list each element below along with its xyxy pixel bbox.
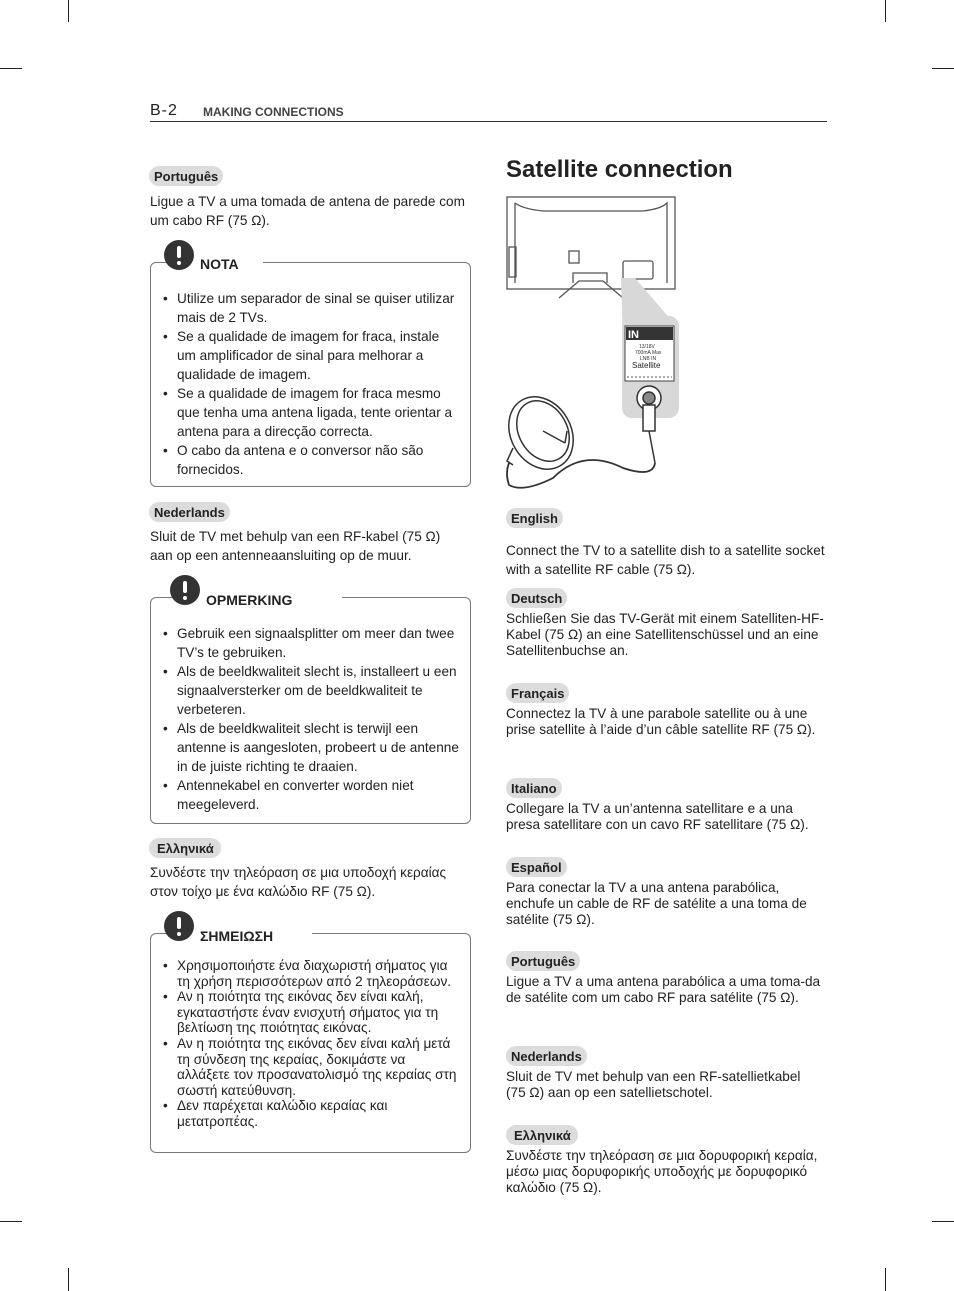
paragraph-nl: Sluit de TV met behulp van een RF-kabel (75 Ω) aan op een antenneaansluiting op de muur. xyxy=(150,529,441,563)
header-rule xyxy=(150,121,827,122)
paragraph-de: Schließen Sie das TV-Gerät mit einem Satelliten-HF-Kabel (75 Ω) an eine Satellitenschüssel und an eine Satellitenbuchse an. xyxy=(506,611,824,658)
paragraph-it: Collegare la TV a un’antenna satellitare e a una presa satellitare con un cavo RF satellitare (75 Ω). xyxy=(506,801,809,832)
exclamation-icon xyxy=(170,575,200,605)
note-item: • Utilize um separador de sinal se quiser utilizar mais de 2 TVs. xyxy=(163,289,459,327)
paragraph-fr: Connectez la TV à une parabole satellite ou à une prise satellite à l’aide d’un câble satellite RF (75 Ω). xyxy=(506,706,816,737)
note-item: • Se a qualidade de imagem for fraca, instale um amplificador de sinal para melhorar a qualidade de imagem. xyxy=(163,327,459,384)
note-list-el xyxy=(163,958,459,1130)
language-tag-it: Italiano xyxy=(506,778,562,798)
exclamation-icon xyxy=(164,911,194,941)
language-tag-fr: Français xyxy=(506,683,569,703)
tv-back-illustration xyxy=(507,197,675,298)
paragraph-pt: Ligue a TV a uma tomada de antena de parede com um cabo RF (75 Ω). xyxy=(150,194,465,228)
exclamation-icon xyxy=(164,240,194,270)
port-spec: 700mA Max xyxy=(635,350,662,356)
page-title: Satellite connection xyxy=(506,156,733,183)
note-item: • Se a qualidade de imagem for fraca mesmo que tenha uma antena ligada, tente orientar a antena para a direcção correcta. xyxy=(163,384,459,441)
crop-mark xyxy=(932,1221,954,1222)
page-number: B-2 xyxy=(150,102,178,119)
note-item: • Antennekabel en converter worden niet meegeleverd. xyxy=(163,776,459,814)
note-item: • O cabo da antena e o conversor não são fornecidos. xyxy=(163,441,459,479)
language-tag-es: Español xyxy=(506,857,567,877)
note-list-nl xyxy=(163,624,459,814)
note-item: • Δεν παρέχεται καλώδιο κεραίας και μετατροπέας. xyxy=(163,1098,459,1129)
paragraph-nl-right: Sluit de TV met behulp van een RF-satellietkabel (75 Ω) aan op een satellietschotel. xyxy=(506,1069,801,1100)
note-item: • Gebruik een signaalsplitter om meer dan twee TV’s te gebruiken. xyxy=(163,624,459,662)
rf-connector xyxy=(637,386,661,463)
satellite-dish-illustration xyxy=(503,385,586,481)
note-list-pt xyxy=(163,289,459,479)
crop-mark xyxy=(0,68,22,69)
note-title-pt: NOTA xyxy=(196,256,243,272)
paragraph-el-right: Συνδέστε την τηλεόραση σε μια δορυφορική κεραία, μέσω μιας δορυφορικής υποδοχής με δορυφορικό καλώδιο (75 Ω). xyxy=(506,1148,818,1195)
port-label: IN xyxy=(628,329,639,341)
crop-mark xyxy=(885,1268,886,1291)
satellite-connection-diagram xyxy=(503,193,683,493)
note-item: • Als de beeldkwaliteit slecht is, installeert u een signaalversterker om de beeldkwaliteit te verbeteren. xyxy=(163,662,459,719)
language-tag-de: Deutsch xyxy=(506,588,567,608)
note-item: • Χρησιμοποιήστε ένα διαχωριστή σήματος για τη χρήση περισσότερων από 2 τηλεοράσεων. xyxy=(163,958,459,989)
language-tag-nl-right: Nederlands xyxy=(506,1046,587,1066)
crop-mark xyxy=(68,1268,69,1291)
language-tag-el-right: Ελληνικά xyxy=(506,1125,578,1145)
note-title-el: ΣΗΜΕΙΩΣΗ xyxy=(196,928,277,944)
language-tag-pt-right: Português xyxy=(506,951,580,971)
section-header: MAKING CONNECTIONS xyxy=(203,105,344,119)
language-tag-pt: Português xyxy=(149,166,223,186)
crop-mark xyxy=(932,68,954,69)
language-tag-el: Ελληνικά xyxy=(149,838,221,858)
note-title-nl: OPMERKING xyxy=(202,592,296,608)
crop-mark xyxy=(68,0,69,22)
note-item: • Αν η ποιότητα της εικόνας δεν είναι καλή μετά τη σύνδεση της κεραίας, δοκιμάστε να αλλάξετε τον προσανατολισμό της κεραίας στη σωστή κατεύθυνση. xyxy=(163,1036,459,1098)
paragraph-en: Connect the TV to a satellite dish to a satellite socket with a satellite RF cable (75 Ω). xyxy=(506,543,825,577)
note-item: • Αν η ποιότητα της εικόνας δεν είναι καλή, εγκαταστήστε έναν ενισχυτή σήματος για τη βελτίωση της ποιότητας εικόνας. xyxy=(163,989,459,1036)
note-item: • Als de beeldkwaliteit slecht is terwijl een antenne is aangesloten, probeert u de antenne in de juiste richting te draaien. xyxy=(163,719,459,776)
port-spec: LNB IN xyxy=(640,356,657,362)
language-tag-nl: Nederlands xyxy=(149,502,230,522)
language-tag-en: English xyxy=(506,508,563,528)
crop-mark xyxy=(885,0,886,22)
port-spec: 13/18V xyxy=(639,344,655,350)
port-name: Satellite xyxy=(632,361,661,370)
paragraph-pt-right: Ligue a TV a uma antena parabólica a uma toma-da de satélite com um cabo RF para satélite (75 Ω). xyxy=(506,974,821,1005)
paragraph-el: Συνδέστε την τηλεόραση σε μια υποδοχή κεραίας στον τοίχο με ένα καλώδιο RF (75 Ω). xyxy=(150,865,447,899)
crop-mark xyxy=(0,1221,22,1222)
paragraph-es: Para conectar la TV a una antena parabólica, enchufe un cable de RF de satélite a una toma de satélite (75 Ω). xyxy=(506,880,807,927)
